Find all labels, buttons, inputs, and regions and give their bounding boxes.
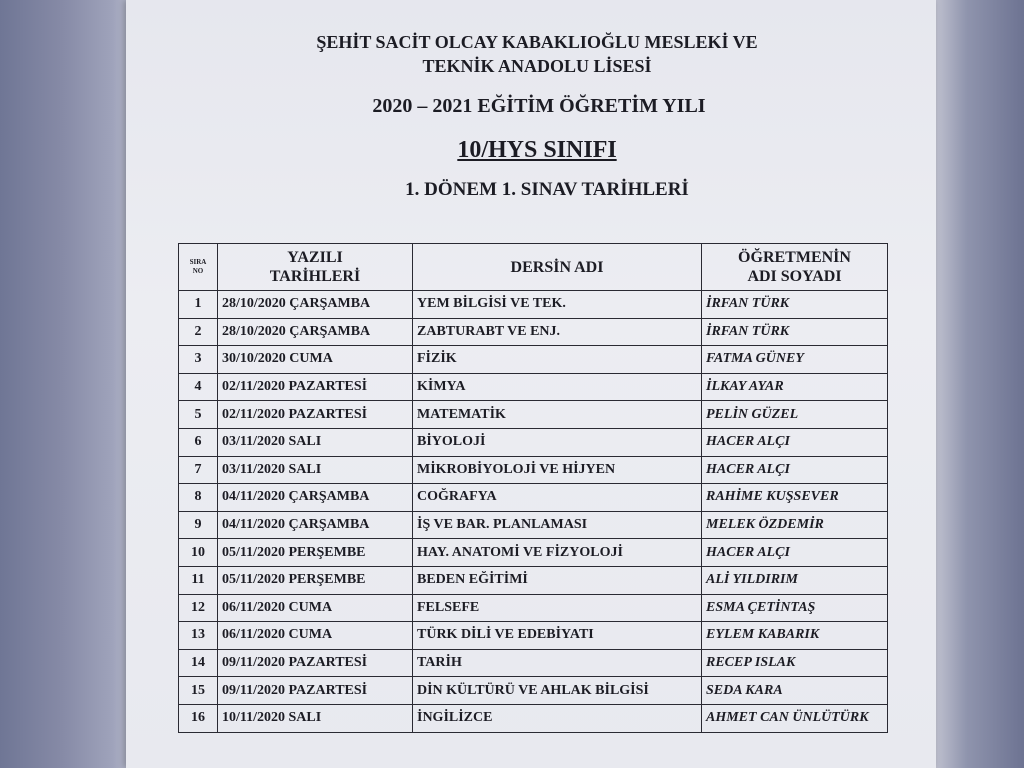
row-teacher: İRFAN TÜRK: [702, 291, 888, 319]
row-teacher: ALİ YILDIRIM: [702, 566, 888, 594]
row-teacher: MELEK ÖZDEMİR: [702, 511, 888, 539]
table-row: [179, 594, 888, 622]
document-page: [126, 0, 936, 768]
column-header-no-line2: NO: [192, 267, 204, 275]
table-body: [179, 291, 888, 733]
row-no: 6: [179, 428, 218, 456]
row-subject: FİZİK: [413, 346, 702, 374]
row-subject: FELSEFE: [413, 594, 702, 622]
row-subject: HAY. ANATOMİ VE FİZYOLOJİ: [413, 539, 702, 567]
row-subject: İNGİLİZCE: [413, 704, 702, 732]
academic-year: 2020 – 2021 EĞİTİM ÖĞRETİM YILI: [372, 95, 706, 117]
table-row: [179, 318, 888, 346]
row-subject: DİN KÜLTÜRÜ VE AHLAK BİLGİSİ: [413, 677, 702, 705]
row-teacher: HACER ALÇI: [702, 539, 888, 567]
row-date: 02/11/2020 PAZARTESİ: [218, 373, 413, 401]
row-teacher: İRFAN TÜRK: [702, 318, 888, 346]
table-row: [179, 677, 888, 705]
row-subject: İŞ VE BAR. PLANLAMASI: [413, 511, 702, 539]
row-date: 05/11/2020 PERŞEMBE: [218, 539, 413, 567]
row-no: 12: [179, 594, 218, 622]
table-row: [179, 401, 888, 429]
column-header-teacher-line2: ADI SOYADI: [747, 268, 842, 285]
row-no: 5: [179, 401, 218, 429]
column-header-date: [218, 244, 413, 291]
row-date: 28/10/2020 ÇARŞAMBA: [218, 318, 413, 346]
row-no: 3: [179, 346, 218, 374]
row-no: 8: [179, 484, 218, 512]
row-no: 2: [179, 318, 218, 346]
row-subject: YEM BİLGİSİ VE TEK.: [413, 291, 702, 319]
row-subject: BİYOLOJİ: [413, 428, 702, 456]
column-header-teacher: [702, 244, 888, 291]
exam-title: 1. DÖNEM 1. SINAV TARİHLERİ: [405, 179, 689, 200]
school-name-line1: ŞEHİT SACİT OLCAY KABAKLIOĞLU MESLEKİ VE: [316, 32, 758, 52]
class-name: 10/HYS SINIFI: [457, 137, 617, 163]
column-header-date-line1: YAZILI: [287, 249, 343, 266]
row-date: 06/11/2020 CUMA: [218, 622, 413, 650]
row-date: 06/11/2020 CUMA: [218, 594, 413, 622]
row-no: 7: [179, 456, 218, 484]
table-row: [179, 291, 888, 319]
table-row: [179, 373, 888, 401]
table-row: [179, 484, 888, 512]
row-no: 16: [179, 704, 218, 732]
row-date: 30/10/2020 CUMA: [218, 346, 413, 374]
school-name-line2: TEKNİK ANADOLU LİSESİ: [422, 56, 652, 76]
table-row: [179, 566, 888, 594]
row-subject: COĞRAFYA: [413, 484, 702, 512]
table-row: [179, 704, 888, 732]
table-row: [179, 511, 888, 539]
row-date: 09/11/2020 PAZARTESİ: [218, 677, 413, 705]
row-subject: KİMYA: [413, 373, 702, 401]
row-teacher: ESMA ÇETİNTAŞ: [702, 594, 888, 622]
column-header-date-line2: TARİHLERİ: [269, 268, 361, 285]
row-date: 10/11/2020 SALI: [218, 704, 413, 732]
row-date: 03/11/2020 SALI: [218, 428, 413, 456]
row-date: 04/11/2020 ÇARŞAMBA: [218, 484, 413, 512]
row-teacher: SEDA KARA: [702, 677, 888, 705]
row-subject: TARİH: [413, 649, 702, 677]
row-date: 05/11/2020 PERŞEMBE: [218, 566, 413, 594]
row-teacher: PELİN GÜZEL: [702, 401, 888, 429]
table-header-row: [179, 244, 888, 291]
row-no: 15: [179, 677, 218, 705]
row-teacher: AHMET CAN ÜNLÜTÜRK: [702, 704, 888, 732]
table-row: [179, 622, 888, 650]
table-row: [179, 649, 888, 677]
table-row: [179, 539, 888, 567]
row-date: 09/11/2020 PAZARTESİ: [218, 649, 413, 677]
row-no: 13: [179, 622, 218, 650]
table-row: [179, 346, 888, 374]
row-date: 02/11/2020 PAZARTESİ: [218, 401, 413, 429]
row-date: 28/10/2020 ÇARŞAMBA: [218, 291, 413, 319]
row-subject: MATEMATİK: [413, 401, 702, 429]
row-date: 04/11/2020 ÇARŞAMBA: [218, 511, 413, 539]
column-header-no-line1: SIRA: [189, 258, 207, 266]
row-teacher: RAHİME KUŞSEVER: [702, 484, 888, 512]
table-row: [179, 428, 888, 456]
column-header-teacher-line1: ÖĞRETMENİN: [738, 249, 851, 266]
table-row: [179, 456, 888, 484]
exam-schedule-table: [178, 243, 888, 733]
row-teacher: HACER ALÇI: [702, 428, 888, 456]
row-no: 11: [179, 566, 218, 594]
row-date: 03/11/2020 SALI: [218, 456, 413, 484]
row-subject: BEDEN EĞİTİMİ: [413, 566, 702, 594]
row-teacher: HACER ALÇI: [702, 456, 888, 484]
row-subject: TÜRK DİLİ VE EDEBİYATI: [413, 622, 702, 650]
column-header-subject: DERSİN ADI: [413, 244, 702, 291]
row-no: 1: [179, 291, 218, 319]
row-no: 10: [179, 539, 218, 567]
row-teacher: EYLEM KABARIK: [702, 622, 888, 650]
row-teacher: FATMA GÜNEY: [702, 346, 888, 374]
row-subject: ZABTURABT VE ENJ.: [413, 318, 702, 346]
row-subject: MİKROBİYOLOJİ VE HİJYEN: [413, 456, 702, 484]
row-no: 14: [179, 649, 218, 677]
school-name: [126, 30, 942, 78]
row-no: 4: [179, 373, 218, 401]
row-no: 9: [179, 511, 218, 539]
column-header-no: [179, 244, 218, 291]
row-teacher: İLKAY AYAR: [702, 373, 888, 401]
row-teacher: RECEP ISLAK: [702, 649, 888, 677]
